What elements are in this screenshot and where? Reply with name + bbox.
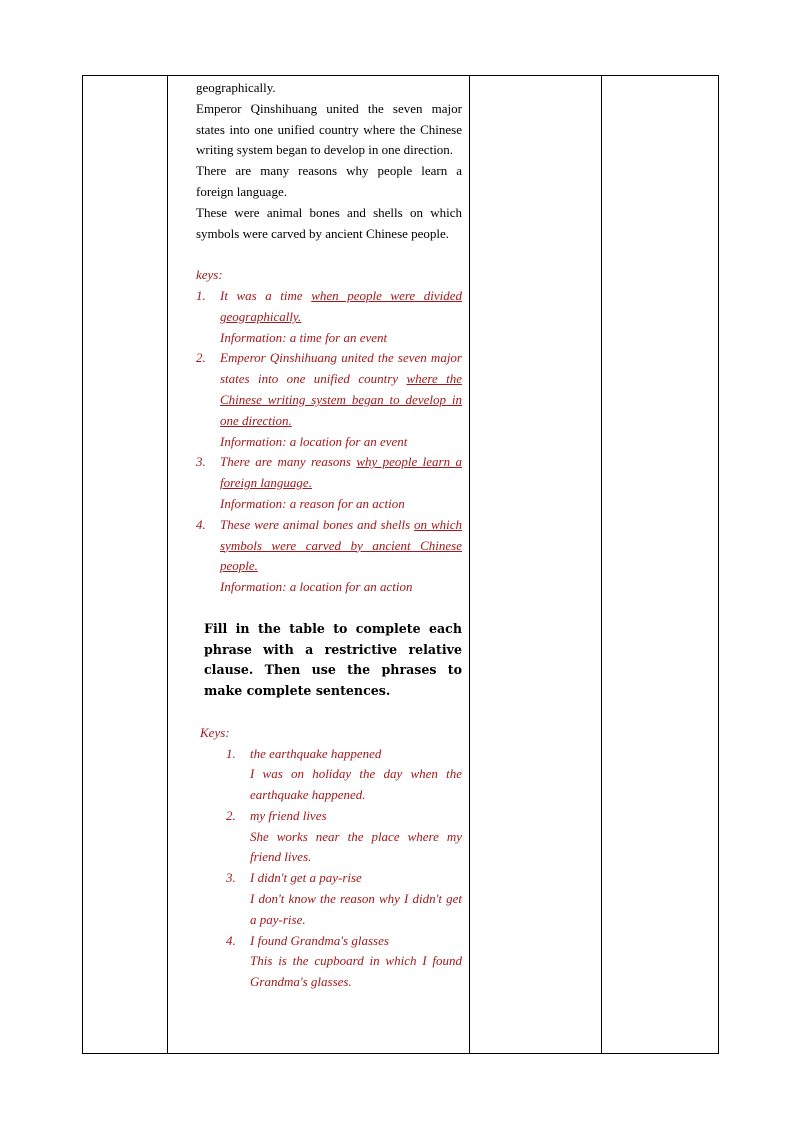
key-info: Information: a location for an action [220, 579, 413, 595]
key-item: 2. my friend lives She works near the place where my friend lives. [226, 807, 462, 865]
sentence-2: Emperor Qinshihuang united the seven major states into one unified country where the Chinese writing system began to develop in one direction. [196, 100, 462, 158]
key-item: 3. There are many reasons why people learn a foreign language. Information: a reason for an action [196, 454, 462, 511]
key-item: 4. I found Grandma's glasses This is the cupboard in which I found Grandma's glasses. [226, 932, 462, 990]
column-divider [167, 76, 168, 1053]
sentence-4: These were animal bones and shells on which symbols were carved by ancient Chinese people. [196, 204, 462, 241]
key-phrase: I found Grandma's glasses [250, 932, 389, 948]
key-sentence: This is the cupboard in which I found Grandma's glasses. [250, 953, 462, 990]
key-sentence: I don't know the reason why I didn't get a pay-rise. [250, 891, 462, 927]
key-sentence: She works near the place where my friend lives. [250, 828, 462, 865]
key-item: 4. These were animal bones and shells on which symbols were carved by ancient Chinese people. Information: a location for an action [196, 516, 462, 595]
key-item: 1. It was a time when people were divided geographically. Information: a time for an event [196, 287, 462, 345]
keys-heading: Keys: [200, 724, 230, 740]
key-item: 1. the earthquake happened I was on holiday the day when the earthquake happened. [226, 745, 462, 803]
key-info: Information: a time for an event [220, 329, 388, 345]
keys-heading: keys: [196, 267, 223, 283]
keys-list [196, 744, 462, 994]
content-cell [196, 78, 462, 993]
key-phrase: my friend lives [250, 807, 327, 823]
column-divider [469, 76, 470, 1053]
key-sentence: I was on holiday the day when the earthquake happened. [250, 766, 462, 803]
sentence-1: geographically. [196, 80, 276, 95]
task-instruction: Fill in the table to complete each phrase with a restrictive relative clause. Then use the phrases to make complete sentences. [204, 620, 462, 699]
key-item: 2. Emperor Qinshihuang united the seven major states into one unified country where the Chinese writing system began to develop in one direction. Information: a location for an event [196, 350, 463, 449]
key-info: Information: a location for an event [220, 433, 408, 449]
sentence-3: There are many reasons why people learn a foreign language. [196, 163, 462, 199]
key-phrase: the earthquake happened [250, 745, 382, 761]
key-phrase: I didn't get a pay-rise [250, 870, 362, 886]
key-item: 3. I didn't get a pay-rise I don't know the reason why I didn't get a pay-rise. [226, 870, 462, 927]
column-divider [601, 76, 602, 1053]
keys-list [196, 286, 462, 598]
key-info: Information: a reason for an action [220, 495, 405, 511]
